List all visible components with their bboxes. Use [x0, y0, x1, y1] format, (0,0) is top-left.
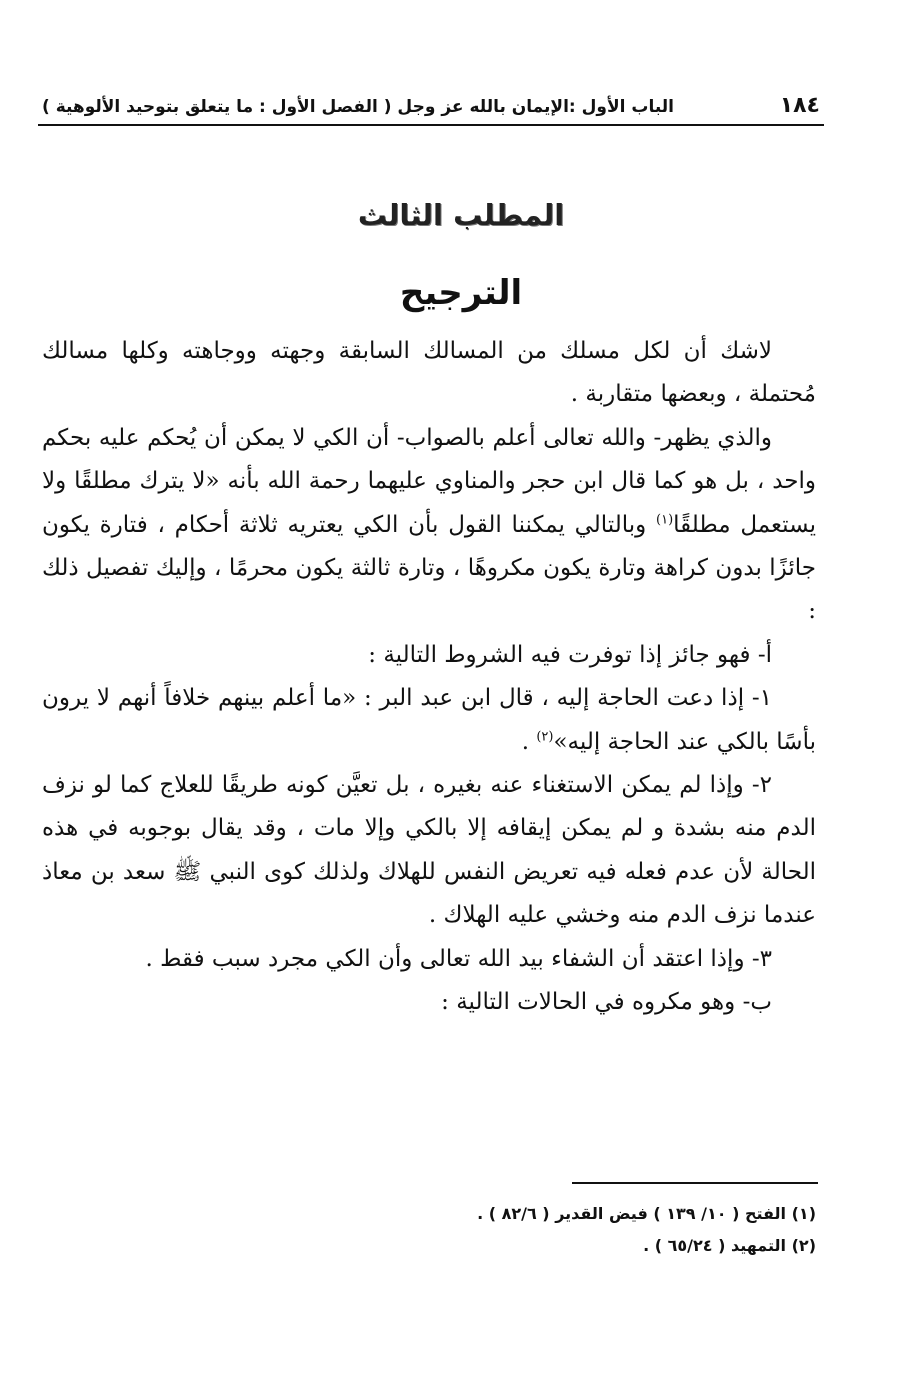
paragraph-ruling	[42, 417, 816, 634]
paragraph-condition-3: ٣- وإذا اعتقد أن الشفاء بيد الله تعالى وأن الكي مجرد سبب فقط .	[145, 945, 772, 972]
footnote-2: (٢) التمهيد ( ٦٥/٢٤ ) .	[643, 1236, 816, 1255]
body-text	[42, 330, 816, 1025]
paragraph-condition-2: ٢- وإذا لم يمكن الاستغناء عنه بغيره ، بل تعيَّن كونه طريقًا للعلاج كما لو نزف الدم منه بشدة و لم يمكن إيقافه إلا بالكي وإلا مات ، وقد يقال بوجوبه في هذه الحالة لأن عدم فعله فيه تعريض النفس للهلاك ولذلك كوى النبي ﷺ سعد بن معاذ عندما نزف الدم منه وخشي عليه الهلاك .	[42, 772, 816, 929]
section-subheading: الترجيح	[399, 273, 523, 313]
paragraph-disliked-heading: ب- وهو مكروه في الحالات التالية :	[441, 989, 772, 1016]
footnote-ref-2: (٢)	[536, 729, 554, 744]
running-title: الباب الأول :الإيمان بالله عز وجل ( الفصل الأول : ما يتعلق بتوحيد الألوهية )	[42, 97, 674, 117]
page-number: ١٨٤	[779, 93, 820, 118]
footnote-ref-1: (١)	[656, 511, 674, 527]
section-heading: المطلب الثالث	[357, 198, 565, 232]
paragraph-ruling-text-cont: وبالتالي يمكننا القول بأن الكي يعتريه ثلاثة أحكام ، فتارة يكون جائزًا بدون كراهة وتارة يكون مكروهًا ، وتارة ثالثة يكون محرمًا ، وإليك تفصيل ذلك :	[42, 511, 816, 625]
footnote-divider	[572, 1182, 818, 1184]
footnote-1: (١) الفتح ( ١٠/ ١٣٩ ) فيض القدير ( ٨٢/٦ ) .	[477, 1204, 816, 1223]
paragraph-ruling-text: والذي يظهر- والله تعالى أعلم بالصواب- أن الكي لا يمكن أن يُحكم عليه بحكم واحد ، بل هو كما قال ابن حجر والمناوي عليهما رحمة الله بأنه «لا يترك مطلقًا ولا يستعمل مطلقًا	[42, 424, 816, 538]
paragraph-intro: لاشك أن لكل مسلك من المسالك السابقة وجهته ووجاهته وكلها مسالك مُحتملة ، وبعضها متقاربة .	[42, 338, 816, 408]
running-header	[38, 92, 824, 126]
condition-1-text: ١- إذا دعت الحاجة إليه ، قال ابن عبد البر : «ما أعلم بينهم خلافاً أنهم لا يرون بأسًا بالكي عند الحاجة إليه»	[42, 685, 816, 755]
footnotes	[196, 1198, 816, 1262]
paragraph-permitted-heading: أ- فهو جائز إذا توفرت فيه الشروط التالية :	[368, 641, 772, 668]
paragraph-condition-1: ١- إذا دعت الحاجة إليه ، قال ابن عبد البر : «ما أعلم بينهم خلافاً أنهم لا يرون بأسًا بالكي عند الحاجة إليه»$^{(٢)}$ .	[42, 685, 816, 755]
